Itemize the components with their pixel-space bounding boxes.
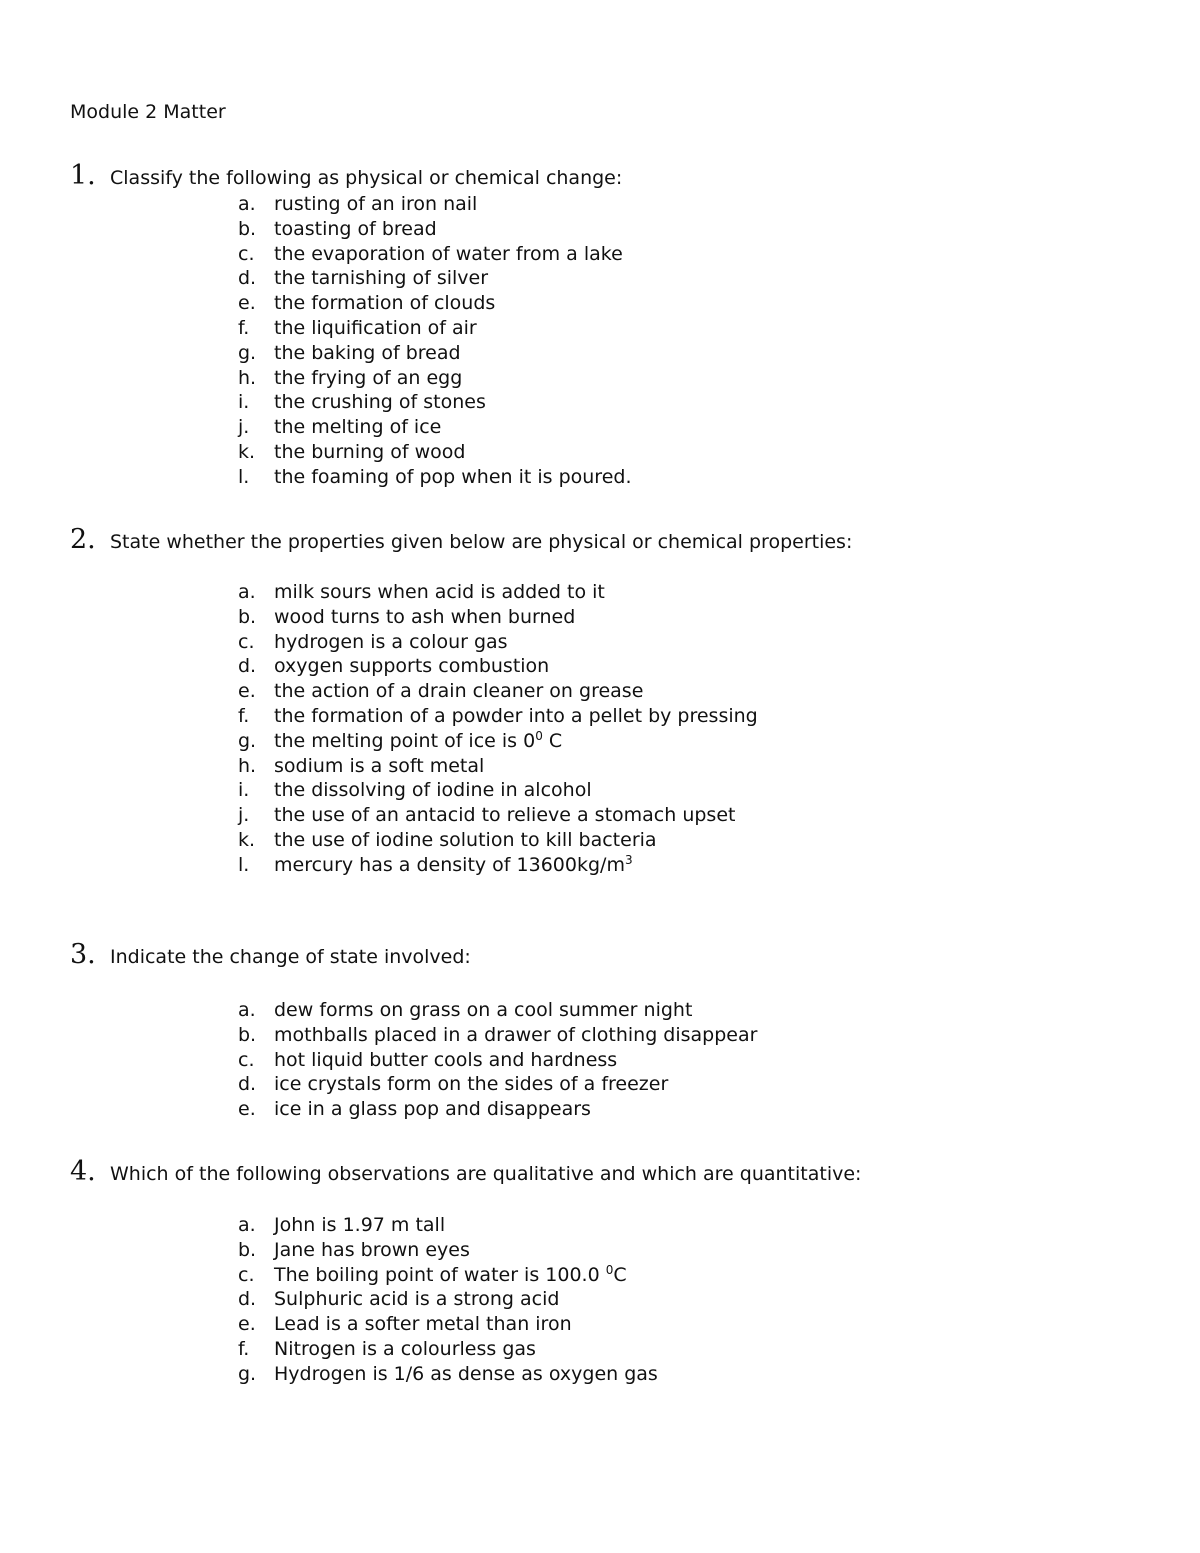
- item-letter: l.: [238, 853, 250, 876]
- item-text-group: [274, 291, 495, 316]
- item-text-group: [274, 1023, 757, 1048]
- list-item: [238, 341, 632, 366]
- item-text: oxygen supports combustion: [274, 655, 550, 678]
- item-text-group: [274, 366, 462, 391]
- question-prompt: Classify the following as physical or chemical change:: [110, 167, 623, 189]
- item-text: Sulphuric acid is a strong acid: [274, 1288, 560, 1311]
- item-letter: j.: [238, 416, 250, 439]
- list-item: [238, 1238, 658, 1263]
- item-text-group: [274, 778, 592, 803]
- list-item: [238, 291, 632, 316]
- item-text: mothballs placed in a drawer of clothing disappear: [274, 1023, 758, 1046]
- item-text: the use of an antacid to relieve a stomach upset: [274, 804, 736, 827]
- item-text-group: [274, 853, 633, 878]
- item-text: Lead is a softer metal than iron: [274, 1313, 572, 1336]
- item-text-group: [274, 217, 437, 242]
- item-letter: c.: [238, 630, 255, 653]
- question-number: 4.: [70, 1156, 96, 1187]
- item-text-group: [274, 465, 632, 490]
- item-letter: e.: [238, 680, 256, 703]
- item-text-group: [274, 1097, 591, 1122]
- item-text-group: [274, 1238, 470, 1263]
- item-text-after: C: [613, 1263, 627, 1286]
- list-item: [238, 1048, 757, 1073]
- item-text: toasting of bread: [274, 217, 437, 240]
- item-text: the formation of a powder into a pellet by pressing: [274, 704, 758, 727]
- item-letter: e.: [238, 1313, 256, 1336]
- item-text: ice in a glass pop and disappears: [274, 1098, 591, 1121]
- item-text: the burning of wood: [274, 440, 466, 463]
- list-item: [238, 1023, 757, 1048]
- item-text-group: [274, 341, 461, 366]
- item-text-group: [274, 266, 488, 291]
- item-text: dew forms on grass on a cool summer night: [274, 999, 693, 1021]
- item-text: mercury has a density of 13600kg/m: [274, 853, 625, 876]
- item-letter: h.: [238, 366, 257, 389]
- item-text: hot liquid butter cools and hardness: [274, 1048, 618, 1071]
- item-text: The boiling point of water is 100.0: [274, 1263, 606, 1286]
- item-superscript: 0: [605, 1262, 614, 1277]
- item-text-group: [274, 803, 735, 828]
- item-text-group: [274, 242, 623, 267]
- item-text: Nitrogen is a colourless gas: [274, 1337, 536, 1360]
- item-letter: g.: [238, 1362, 257, 1385]
- item-letter: f.: [238, 704, 250, 727]
- item-text-group: [274, 316, 477, 341]
- item-text-group: [274, 998, 692, 1023]
- item-text-group: [274, 630, 508, 655]
- item-letter: l.: [238, 465, 250, 488]
- item-text: the use of iodine solution to kill bacteria: [274, 828, 657, 851]
- item-text: ice crystals form on the sides of a freezer: [274, 1073, 669, 1096]
- list-item: [238, 366, 632, 391]
- item-text-after: C: [542, 729, 563, 752]
- item-text-group: [274, 1312, 572, 1337]
- item-letter: a.: [238, 1214, 256, 1236]
- item-text-group: [274, 390, 486, 415]
- item-letter: b.: [238, 605, 257, 628]
- item-text: hydrogen is a colour gas: [274, 630, 508, 653]
- item-text-group: [274, 1337, 536, 1362]
- item-letter: e.: [238, 292, 256, 315]
- list-item: [238, 679, 758, 704]
- item-letter: i.: [238, 779, 250, 802]
- item-text: milk sours when acid is added to it: [274, 581, 605, 603]
- list-item: [238, 754, 758, 779]
- question-4-heading: [70, 1156, 861, 1187]
- item-text: Jane has brown eyes: [274, 1238, 470, 1261]
- list-item: [238, 828, 758, 853]
- list-item: [238, 729, 758, 754]
- item-text: the evaporation of water from a lake: [274, 242, 623, 265]
- question-number: 3.: [70, 939, 96, 970]
- item-letter: a.: [238, 581, 256, 603]
- list-item: [238, 390, 632, 415]
- item-text-group: [274, 754, 484, 779]
- list-item: [238, 1263, 658, 1288]
- item-letter: k.: [238, 440, 256, 463]
- item-text: sodium is a soft metal: [274, 754, 485, 777]
- item-letter: c.: [238, 1263, 255, 1286]
- question-prompt: Which of the following observations are qualitative and which are quantitative:: [110, 1163, 862, 1185]
- item-letter: k.: [238, 828, 256, 851]
- item-letter: h.: [238, 754, 257, 777]
- item-text: the melting of ice: [274, 416, 442, 439]
- item-text: the baking of bread: [274, 341, 461, 364]
- item-text-group: [274, 1048, 617, 1073]
- item-text: the foaming of pop when it is poured.: [274, 465, 632, 488]
- question-prompt: State whether the properties given below are physical or chemical properties:: [110, 531, 853, 553]
- list-item: [238, 605, 758, 630]
- item-text: wood turns to ash when burned: [274, 605, 576, 628]
- question-4-list: [238, 1213, 658, 1387]
- item-letter: g.: [238, 341, 257, 364]
- item-letter: f.: [238, 1337, 250, 1360]
- list-item: [238, 704, 758, 729]
- question-2-heading: [70, 524, 852, 555]
- item-text: Hydrogen is 1/6 as dense as oxygen gas: [274, 1362, 658, 1385]
- list-item: [238, 266, 632, 291]
- list-item: [238, 415, 632, 440]
- item-letter: a.: [238, 999, 256, 1021]
- list-item: [238, 853, 758, 878]
- question-1-list: [238, 192, 632, 490]
- item-letter: e.: [238, 1098, 256, 1121]
- item-text: the frying of an egg: [274, 366, 463, 389]
- item-text-group: [274, 828, 657, 853]
- item-letter: i.: [238, 391, 250, 414]
- item-text: the liquification of air: [274, 316, 477, 339]
- question-number: 1.: [70, 160, 96, 191]
- item-text-group: [274, 440, 465, 465]
- list-item: [238, 465, 632, 490]
- list-item: [238, 1072, 757, 1097]
- page-title: Module 2 Matter: [70, 101, 226, 123]
- item-text: the dissolving of iodine in alcohol: [274, 779, 592, 802]
- list-item: [238, 580, 758, 605]
- item-letter: f.: [238, 316, 250, 339]
- list-item: [238, 778, 758, 803]
- item-text: the tarnishing of silver: [274, 267, 489, 290]
- item-text: the formation of clouds: [274, 292, 496, 315]
- item-letter: b.: [238, 1023, 257, 1046]
- item-letter: d.: [238, 1288, 257, 1311]
- question-2-list: [238, 580, 758, 878]
- question-1-heading: [70, 160, 622, 191]
- item-text-group: [274, 415, 441, 440]
- list-item: [238, 654, 758, 679]
- item-superscript: 0: [535, 728, 543, 743]
- item-text-group: [274, 1362, 658, 1387]
- item-letter: j.: [238, 804, 250, 827]
- item-text-group: [274, 192, 477, 217]
- item-text: the action of a drain cleaner on grease: [274, 680, 644, 703]
- question-3-list: [238, 998, 757, 1122]
- item-text-group: [274, 1072, 668, 1097]
- list-item: [238, 192, 632, 217]
- item-letter: d.: [238, 655, 257, 678]
- list-item: [238, 998, 757, 1023]
- list-item: [238, 242, 632, 267]
- list-item: [238, 1362, 658, 1387]
- item-text: the crushing of stones: [274, 391, 486, 414]
- item-text-group: [274, 679, 643, 704]
- item-text-group: [274, 1287, 559, 1312]
- item-text-group: [274, 729, 562, 754]
- item-superscript: 3: [624, 852, 633, 867]
- item-letter: b.: [238, 1238, 257, 1261]
- item-text-group: [274, 580, 605, 605]
- item-letter: c.: [238, 1048, 255, 1071]
- question-prompt: Indicate the change of state involved:: [110, 946, 471, 968]
- item-letter: g.: [238, 729, 257, 752]
- list-item: [238, 1097, 757, 1122]
- item-letter: c.: [238, 242, 255, 265]
- item-text-group: [274, 605, 575, 630]
- list-item: [238, 1213, 658, 1238]
- question-3-heading: [70, 939, 471, 970]
- item-letter: d.: [238, 1073, 257, 1096]
- item-text-group: [274, 1263, 627, 1288]
- list-item: [238, 1287, 658, 1312]
- item-text: rusting of an iron nail: [274, 193, 478, 215]
- list-item: [238, 316, 632, 341]
- item-letter: b.: [238, 217, 257, 240]
- list-item: [238, 217, 632, 242]
- list-item: [238, 630, 758, 655]
- question-number: 2.: [70, 524, 96, 555]
- item-letter: a.: [238, 193, 256, 215]
- item-text: the melting point of ice is 0: [274, 729, 536, 752]
- item-text-group: [274, 704, 758, 729]
- item-text-group: [274, 654, 549, 679]
- list-item: [238, 803, 758, 828]
- list-item: [238, 440, 632, 465]
- item-letter: d.: [238, 267, 257, 290]
- list-item: [238, 1312, 658, 1337]
- list-item: [238, 1337, 658, 1362]
- item-text: John is 1.97 m tall: [274, 1214, 446, 1236]
- item-text-group: [274, 1213, 445, 1238]
